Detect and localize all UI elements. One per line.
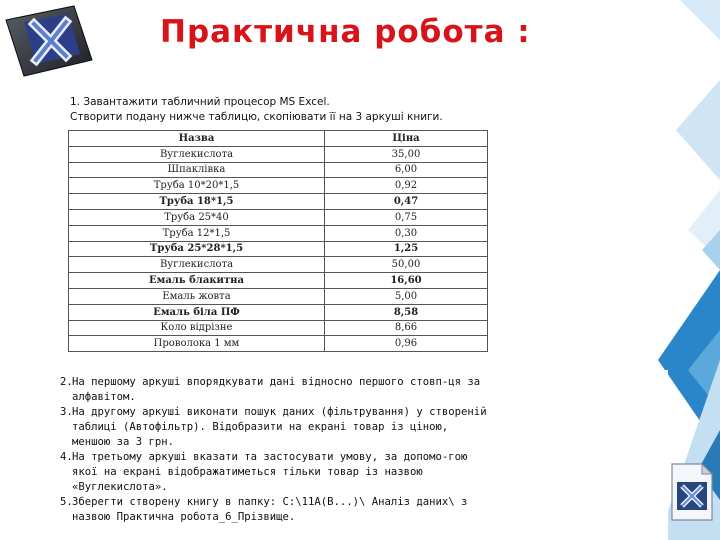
cell-name: Труба 12*1,5 <box>69 225 325 241</box>
excel-x-logo <box>4 2 94 78</box>
intro-text <box>70 95 443 125</box>
table-row <box>69 320 488 336</box>
table-row <box>69 146 488 162</box>
cell-name: Труба 10*20*1,5 <box>69 178 325 194</box>
cell-name: Емаль блакитна <box>69 273 325 289</box>
table-row <box>69 336 488 352</box>
cell-price: 50,00 <box>325 257 488 273</box>
cell-name: Труба 25*40 <box>69 209 325 225</box>
cell-name: Емаль біла ПФ <box>69 304 325 320</box>
column-header-price: Ціна <box>325 131 488 147</box>
task-text: Зберегти створену книгу в папку: С:\11А(В...)\ Аналіз даних\ з назвою Практична робота_6_Прізвище. <box>72 496 468 523</box>
cell-price: 16,60 <box>325 273 488 289</box>
cell-price: 6,00 <box>325 162 488 178</box>
page-title: Практична робота : <box>160 14 531 50</box>
cell-price: 35,00 <box>325 146 488 162</box>
task-number: 2. <box>60 376 73 388</box>
task-number: 5. <box>60 496 73 508</box>
cell-price: 0,75 <box>325 209 488 225</box>
cell-name: Коло відрізне <box>69 320 325 336</box>
task-item <box>60 375 492 405</box>
cell-name: Вуглекислота <box>69 146 325 162</box>
cell-name: Вуглекислота <box>69 257 325 273</box>
cell-price: 0,47 <box>325 194 488 210</box>
task-item <box>60 495 492 525</box>
table-row <box>69 288 488 304</box>
cell-name: Труба 18*1,5 <box>69 194 325 210</box>
cell-price: 0,92 <box>325 178 488 194</box>
task-text: На другому аркуші виконати пошук даних (фільтрування) у створеній таблиці (Автофільтр). Відобразити на екрані товар із ціною, меншою за 3 грн. <box>72 406 487 448</box>
table-header-row <box>69 131 488 147</box>
excel-file-icon <box>668 462 714 522</box>
table-row <box>69 257 488 273</box>
task-item <box>60 405 492 450</box>
table-row <box>69 162 488 178</box>
price-table <box>68 130 488 352</box>
cell-price: 8,58 <box>325 304 488 320</box>
cell-price: 1,25 <box>325 241 488 257</box>
cell-name: Проволока 1 мм <box>69 336 325 352</box>
column-header-name: Назва <box>69 131 325 147</box>
table-row <box>69 241 488 257</box>
cell-price: 0,96 <box>325 336 488 352</box>
intro-line-1: 1. Завантажити табличний процесор MS Excel. <box>70 96 330 108</box>
cell-name: Труба 25*28*1,5 <box>69 241 325 257</box>
cell-price: 8,66 <box>325 320 488 336</box>
task-number: 4. <box>60 451 73 463</box>
intro-line-2: Створити подану нижче таблицю, скопіювати її на 3 аркуші книги. <box>70 111 443 123</box>
table-row <box>69 194 488 210</box>
table-row <box>69 273 488 289</box>
table-row <box>69 178 488 194</box>
cell-name: Шпаклівка <box>69 162 325 178</box>
table-row <box>69 209 488 225</box>
task-number: 3. <box>60 406 73 418</box>
cell-name: Емаль жовта <box>69 288 325 304</box>
task-text: На першому аркуші впорядкувати дані відносно першого стовп-ця за алфавітом. <box>72 376 481 403</box>
task-list <box>60 375 492 525</box>
task-item <box>60 450 492 495</box>
cell-price: 0,30 <box>325 225 488 241</box>
cell-price: 5,00 <box>325 288 488 304</box>
task-text: На третьому аркуші вказати та застосувати умову, за допомо-гою якої на екрані відображатиметься тільки товар із назвою «Вуглекислота». <box>72 451 468 493</box>
table-row <box>69 225 488 241</box>
table-row <box>69 304 488 320</box>
decorative-side-rail <box>548 0 720 540</box>
